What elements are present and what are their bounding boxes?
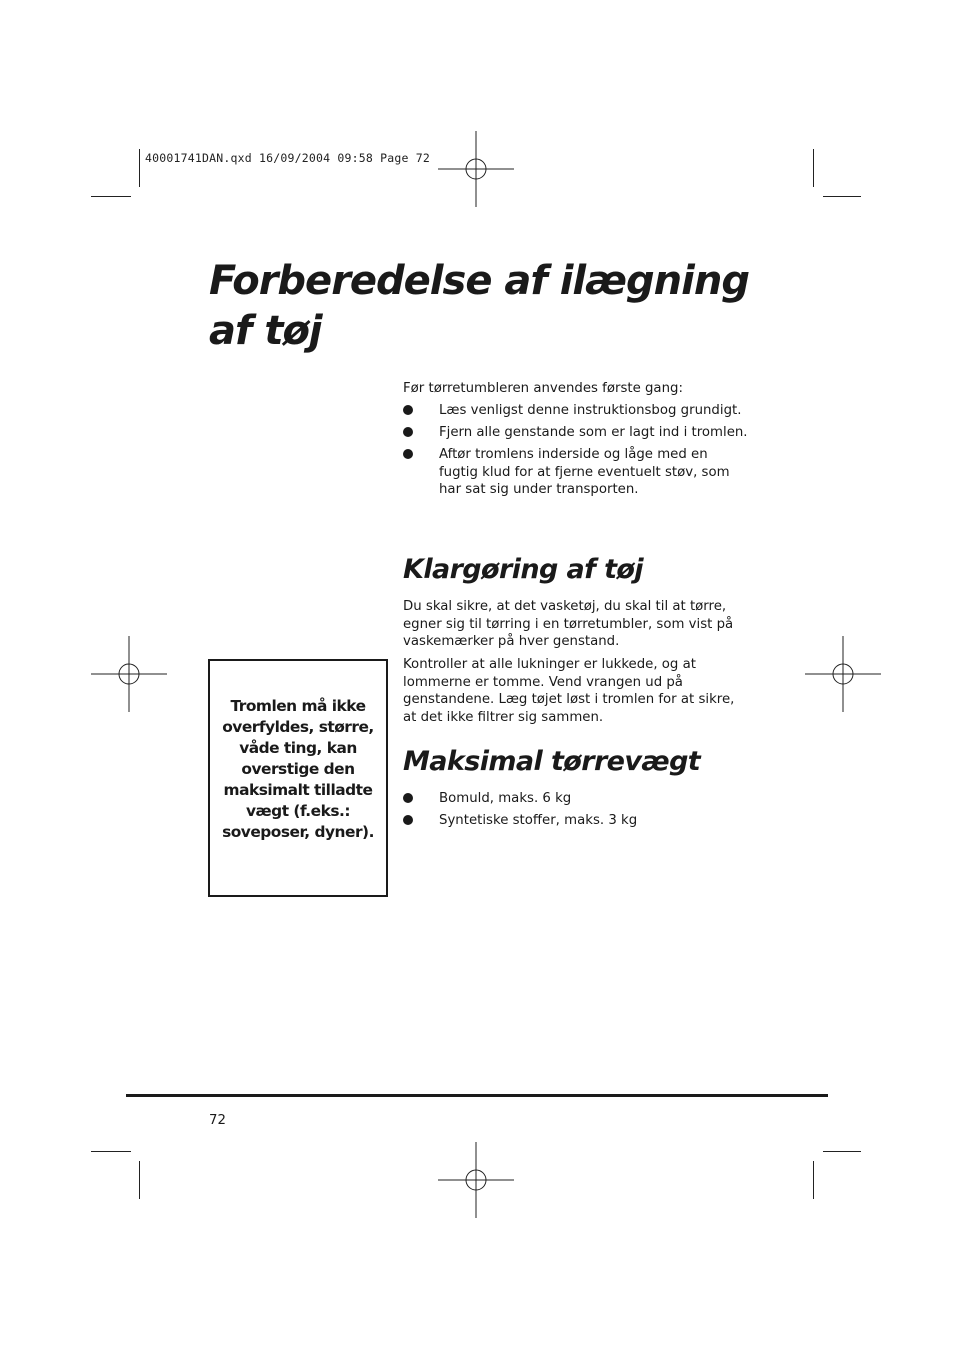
footer-rule [126, 1094, 828, 1097]
bullet-icon [403, 449, 413, 459]
crop-mark [813, 149, 814, 187]
list-item [403, 446, 748, 499]
crop-mark [813, 1161, 814, 1199]
page-title-line: af tøj [209, 308, 322, 354]
list-item [403, 812, 748, 830]
crop-mark [139, 149, 140, 187]
crop-mark [91, 1151, 131, 1152]
warning-text: Tromlen må ikke overfyldes, større, våde ting, kan overstige den maksimalt tilladte vægt (f.eks.: soveposer, dyner). [222, 697, 374, 841]
bullet-icon [403, 405, 413, 415]
bullet-icon [403, 793, 413, 803]
list-item-text: Aftør tromlens inderside og låge med en fugtig klud for at fjerne eventuelt støv, som har sat sig under transporten. [439, 447, 730, 498]
section-heading: Maksimal tørrevægt [403, 746, 701, 777]
intro-bullet-list [403, 402, 748, 503]
bullet-icon [403, 815, 413, 825]
registration-mark-icon [438, 1142, 514, 1218]
list-item [403, 424, 748, 442]
intro-text: Før tørretumbleren anvendes første gang: [403, 381, 683, 396]
crop-mark [91, 196, 131, 197]
page-title-line: Forberedelse af ilægning [209, 258, 749, 304]
registration-mark-icon [805, 636, 881, 712]
section-heading: Klargøring af tøj [403, 554, 643, 585]
bullet-icon [403, 427, 413, 437]
crop-mark [823, 1151, 861, 1152]
list-item-text: Syntetiske stoffer, maks. 3 kg [439, 813, 638, 829]
page-title [209, 256, 749, 356]
list-item-text: Læs venligst denne instruktionsbog grundigt. [439, 403, 742, 418]
list-item-text: Fjern alle genstande som er lagt ind i tromlen. [439, 425, 748, 441]
weight-bullet-list [403, 790, 748, 834]
registration-mark-icon [438, 131, 514, 207]
crop-mark [823, 196, 861, 197]
list-item [403, 402, 748, 420]
list-item [403, 790, 748, 808]
section-paragraph: Du skal sikre, at det vasketøj, du skal til at tørre, egner sig til tørring i en tørretumbler, som vist på vaskemærker på hver genstand. [403, 599, 734, 650]
registration-mark-icon [91, 636, 167, 712]
list-item-text: Bomuld, maks. 6 kg [439, 791, 572, 806]
section-paragraph: Kontroller at alle lukninger er lukkede, og at lommerne er tomme. Vend vrangen ud på genstandene. Læg tøjet løst i tromlen for at sikre, at det ikke filtrer sig sammen. [403, 657, 735, 725]
crop-mark [139, 1161, 140, 1199]
page-number: 72 [209, 1113, 226, 1128]
print-slug: 40001741DAN.qxd 16/09/2004 09:58 Page 72 [145, 151, 430, 165]
warning-box [208, 659, 388, 897]
